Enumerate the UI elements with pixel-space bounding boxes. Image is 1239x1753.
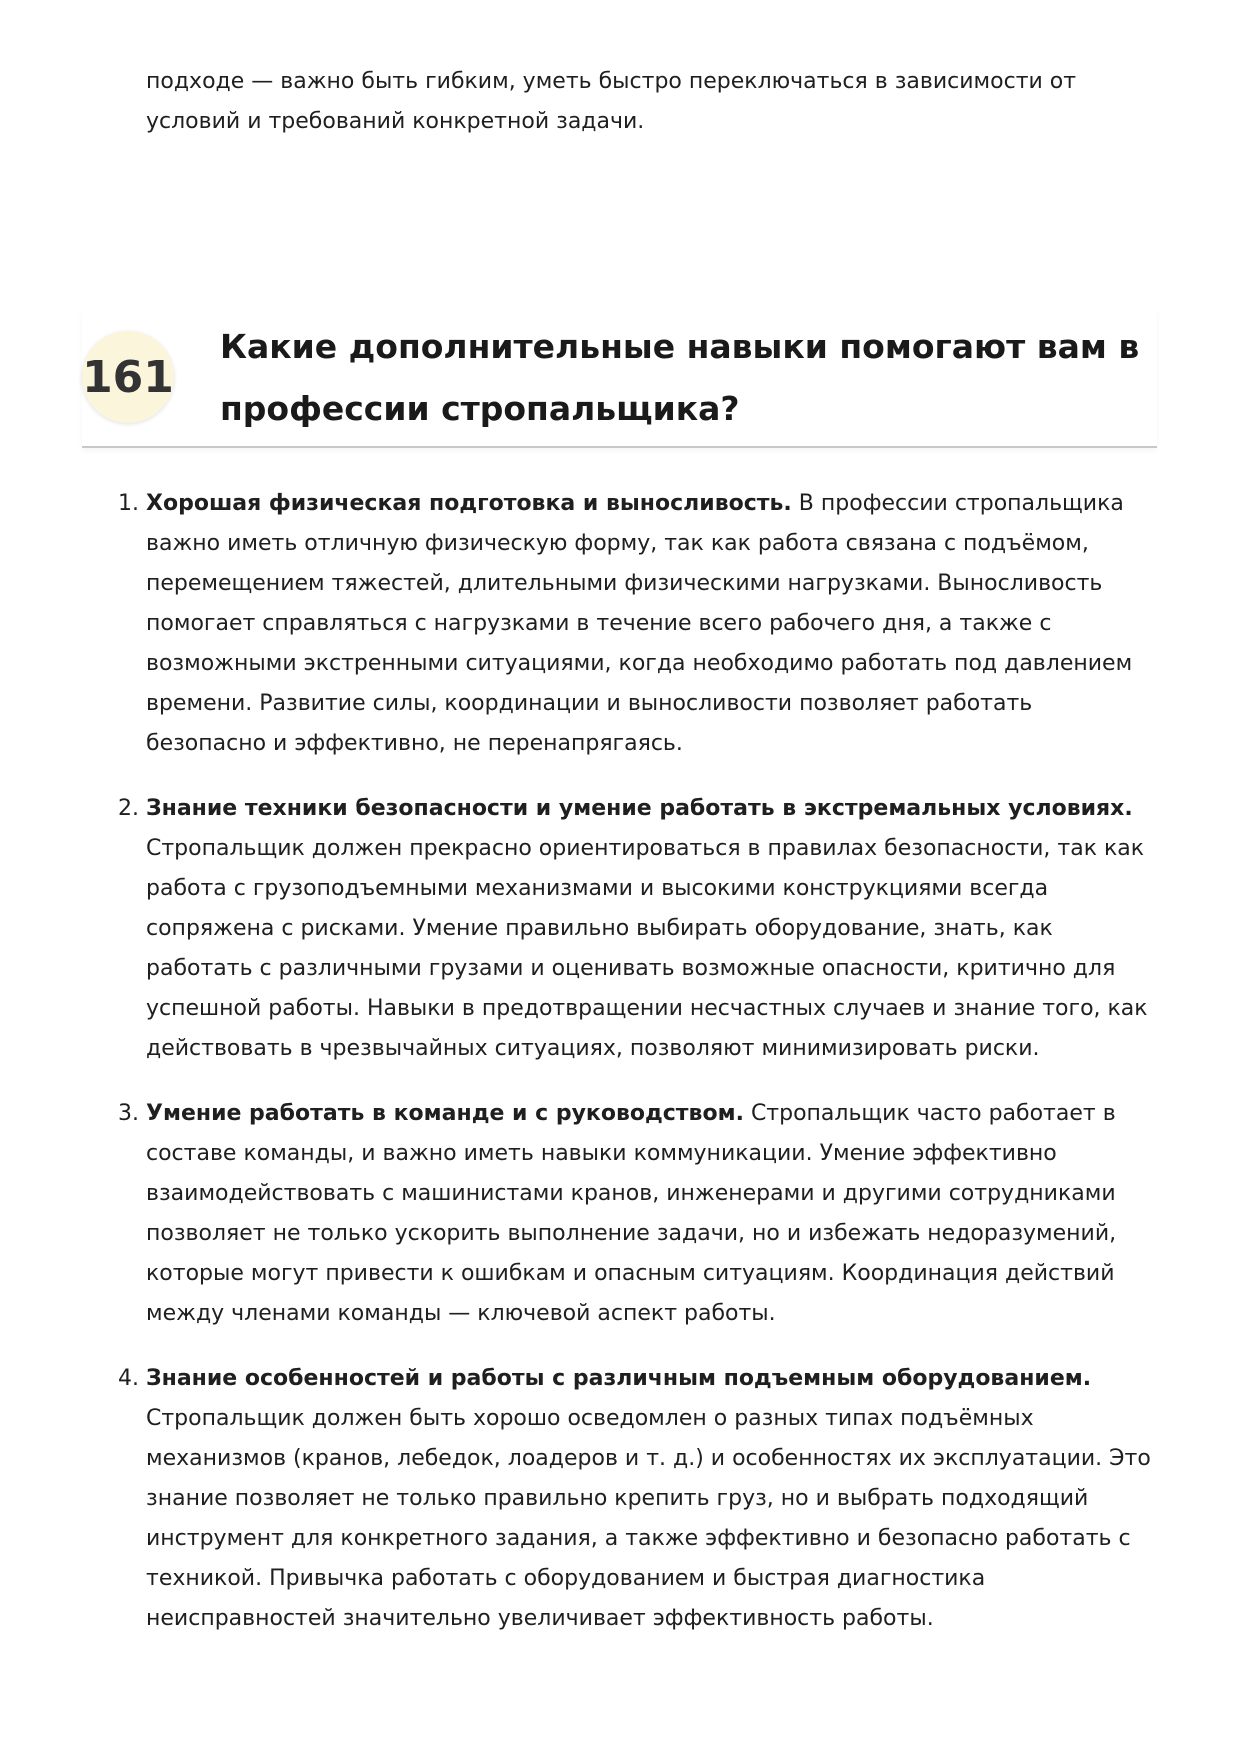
answer-item [118, 789, 1156, 1069]
answer-text: В профессии стропальщика важно иметь отличную физическую форму, так как работа связана с подъёмом, перемещением тяжестей, длительными физическими нагрузками. Выносливость помогает справляться с нагрузками в течение всего рабочего дня, а также с возможными экстренными ситуациями, когда необходимо работать под давлением времени. Развитие силы, координации и выносливости позволяет работать безопасно и эффективно, не перенапрягаясь. [146, 491, 1133, 756]
answer-item [118, 484, 1156, 764]
answer-number: 2. [118, 796, 139, 821]
intro-paragraph: подходе — важно быть гибким, уметь быстро переключаться в зависимости от условий и требований конкретной задачи. [146, 69, 1077, 134]
answer-text: Стропальщик должен прекрасно ориентироваться в правилах безопасности, так как работа с грузоподъемными механизмами и высокими конструкциями всегда сопряжена с рисками. Умение правильно выбирать оборудование, знать, как работать с различными грузами и оценивать возможные опасности, критично для успешной работы. Навыки в предотвращении несчастных случаев и знание того, как действовать в чрезвычайных ситуациях, позволяют минимизировать риски. [146, 836, 1148, 1061]
answer-title: Знание особенностей и работы с различным подъемным оборудованием. [146, 1366, 1092, 1391]
answer-text: Стропальщик должен быть хорошо осведомлен о разных типах подъёмных механизмов (кранов, лебедок, лоадеров и т. д.) и особенностях их эксплуатации. Это знание позволяет не только правильно крепить груз, но и выбрать подходящий инструмент для конкретного задания, а также эффективно и безопасно работать с техникой. Привычка работать с оборудованием и быстрая диагностика неисправностей значительно увеличивает эффективность работы. [146, 1406, 1151, 1631]
question-number-badge: 161 [82, 331, 174, 423]
answer-item [118, 1359, 1156, 1639]
answer-list [118, 484, 1156, 1664]
answer-text: Стропальщик часто работает в составе команды, и важно иметь навыки коммуникации. Умение эффективно взаимодействовать с машинистами кранов, инженерами и другими сотрудниками позволяет не только ускорить выполнение задачи, но и избежать недоразумений, которые могут привести к ошибкам и опасным ситуациям. Координация действий между членами команды — ключевой аспект работы. [146, 1101, 1117, 1326]
question-title: Какие дополнительные навыки помогают вам в профессии стропальщика? [220, 327, 1140, 428]
answer-number: 4. [118, 1366, 139, 1391]
answer-item [118, 1094, 1156, 1334]
answer-number: 3. [118, 1101, 139, 1126]
answer-title: Умение работать в команде и с руководством. [146, 1101, 744, 1126]
answer-title: Знание техники безопасности и умение работать в экстремальных условиях. [146, 796, 1133, 821]
answer-number: 1. [118, 491, 139, 516]
question-header [82, 310, 1157, 448]
answer-title: Хорошая физическая подготовка и выносливость. [146, 491, 792, 516]
